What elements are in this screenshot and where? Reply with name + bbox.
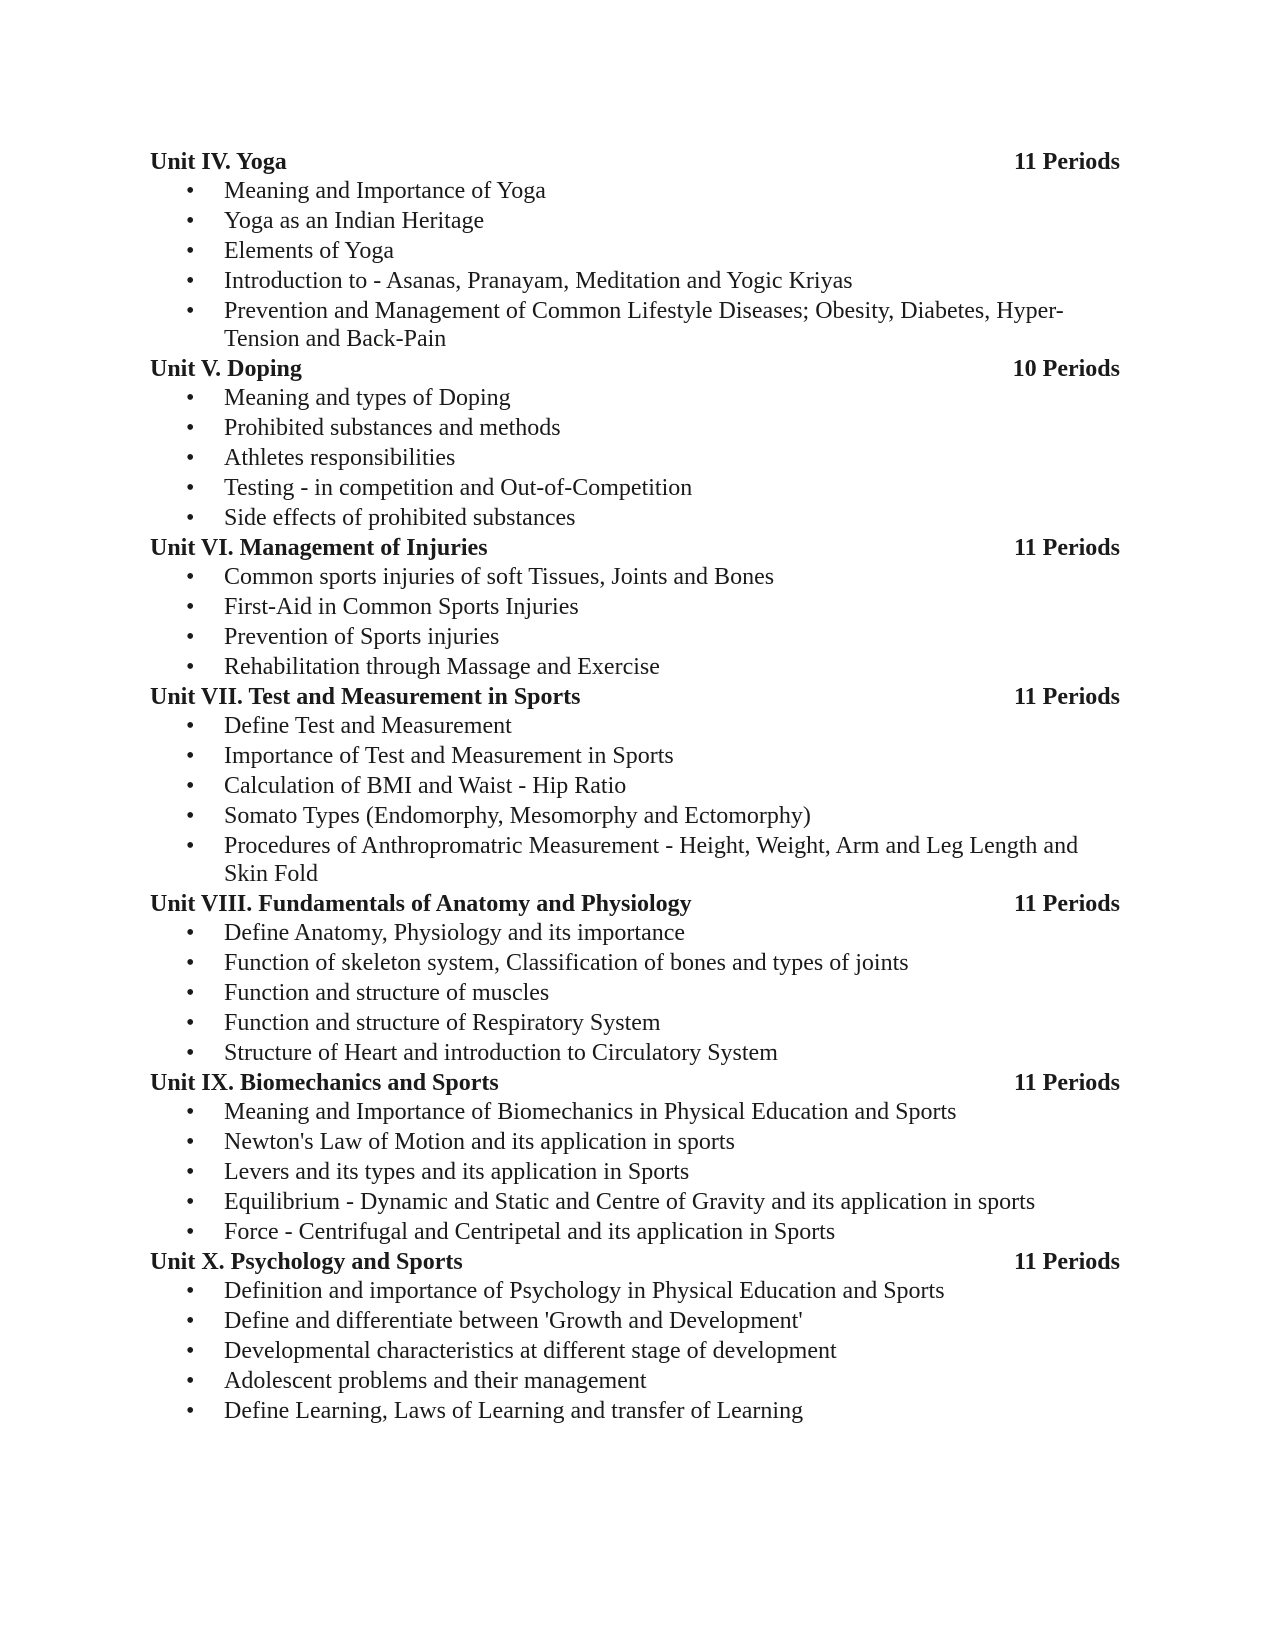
topic-item: • Side effects of prohibited substances	[150, 504, 1120, 532]
unit-periods: 11 Periods	[1014, 149, 1120, 175]
unit-section	[150, 534, 1120, 681]
unit-header	[150, 890, 1120, 919]
topic-item: • Common sports injuries of soft Tissues, Joints and Bones	[150, 563, 1120, 591]
topic-item: • Define Anatomy, Physiology and its importance	[150, 919, 1120, 947]
unit-section	[150, 148, 1120, 353]
topic-item: • Meaning and Importance of Biomechanics in Physical Education and Sports	[150, 1098, 1120, 1126]
topic-item: • Testing - in competition and Out-of-Competition	[150, 474, 1120, 502]
unit-periods: 11 Periods	[1014, 1070, 1120, 1096]
topic-item: • Introduction to - Asanas, Pranayam, Meditation and Yogic Kriyas	[150, 267, 1120, 295]
topic-item: • Meaning and types of Doping	[150, 384, 1120, 412]
unit-section	[150, 1248, 1120, 1425]
topic-item: • Developmental characteristics at different stage of development	[150, 1337, 1120, 1365]
unit-section	[150, 890, 1120, 1067]
topic-item: • Prevention and Management of Common Lifestyle Diseases; Obesity, Diabetes, Hyper-Tension and Back-Pain	[150, 297, 1120, 353]
unit-title: Unit V. Doping	[150, 356, 302, 382]
topic-list	[150, 712, 1120, 888]
topic-item: • Rehabilitation through Massage and Exercise	[150, 653, 1120, 681]
unit-periods: 11 Periods	[1014, 684, 1120, 710]
topic-item: • Force - Centrifugal and Centripetal and its application in Sports	[150, 1218, 1120, 1246]
unit-title: Unit VIII. Fundamentals of Anatomy and Physiology	[150, 891, 692, 917]
unit-section	[150, 1069, 1120, 1246]
unit-title: Unit IX. Biomechanics and Sports	[150, 1070, 499, 1096]
topic-item: • Equilibrium - Dynamic and Static and Centre of Gravity and its application in sports	[150, 1188, 1120, 1216]
unit-section	[150, 683, 1120, 888]
unit-title: Unit X. Psychology and Sports	[150, 1249, 463, 1275]
unit-periods: 11 Periods	[1014, 891, 1120, 917]
topic-item: • Function and structure of Respiratory System	[150, 1009, 1120, 1037]
unit-header	[150, 148, 1120, 177]
topic-item: • Define and differentiate between 'Growth and Development'	[150, 1307, 1120, 1335]
topic-list	[150, 563, 1120, 681]
unit-periods: 10 Periods	[1012, 356, 1120, 382]
topic-list	[150, 384, 1120, 532]
topic-item: • Definition and importance of Psychology in Physical Education and Sports	[150, 1277, 1120, 1305]
topic-item: • Function and structure of muscles	[150, 979, 1120, 1007]
topic-list	[150, 919, 1120, 1067]
unit-header	[150, 1248, 1120, 1277]
unit-header	[150, 534, 1120, 563]
topic-item: • Prohibited substances and methods	[150, 414, 1120, 442]
topic-item: • Define Learning, Laws of Learning and transfer of Learning	[150, 1397, 1120, 1425]
topic-item: • First-Aid in Common Sports Injuries	[150, 593, 1120, 621]
topic-list	[150, 1098, 1120, 1246]
unit-periods: 11 Periods	[1014, 535, 1120, 561]
topic-item: • Procedures of Anthropromatric Measurement - Height, Weight, Arm and Leg Length and Skin Fold	[150, 832, 1120, 888]
topic-item: • Define Test and Measurement	[150, 712, 1120, 740]
topic-item: • Calculation of BMI and Waist - Hip Ratio	[150, 772, 1120, 800]
topic-item: • Levers and its types and its application in Sports	[150, 1158, 1120, 1186]
topic-item: • Importance of Test and Measurement in Sports	[150, 742, 1120, 770]
topic-item: • Newton's Law of Motion and its application in sports	[150, 1128, 1120, 1156]
topic-item: • Somato Types (Endomorphy, Mesomorphy and Ectomorphy)	[150, 802, 1120, 830]
topic-list	[150, 1277, 1120, 1425]
topic-item: • Prevention of Sports injuries	[150, 623, 1120, 651]
unit-header	[150, 355, 1120, 384]
topic-item: • Function of skeleton system, Classification of bones and types of joints	[150, 949, 1120, 977]
unit-periods: 11 Periods	[1014, 1249, 1120, 1275]
topic-item: • Yoga as an Indian Heritage	[150, 207, 1120, 235]
topic-item: • Adolescent problems and their management	[150, 1367, 1120, 1395]
topic-item: • Athletes responsibilities	[150, 444, 1120, 472]
unit-title: Unit VI. Management of Injuries	[150, 535, 488, 561]
unit-header	[150, 1069, 1120, 1098]
topic-item: • Elements of Yoga	[150, 237, 1120, 265]
unit-section	[150, 355, 1120, 532]
unit-header	[150, 683, 1120, 712]
topic-item: • Meaning and Importance of Yoga	[150, 177, 1120, 205]
unit-title: Unit VII. Test and Measurement in Sports	[150, 684, 581, 710]
syllabus-page	[150, 148, 1120, 1427]
unit-title: Unit IV. Yoga	[150, 149, 287, 175]
topic-item: • Structure of Heart and introduction to Circulatory System	[150, 1039, 1120, 1067]
topic-list	[150, 177, 1120, 353]
